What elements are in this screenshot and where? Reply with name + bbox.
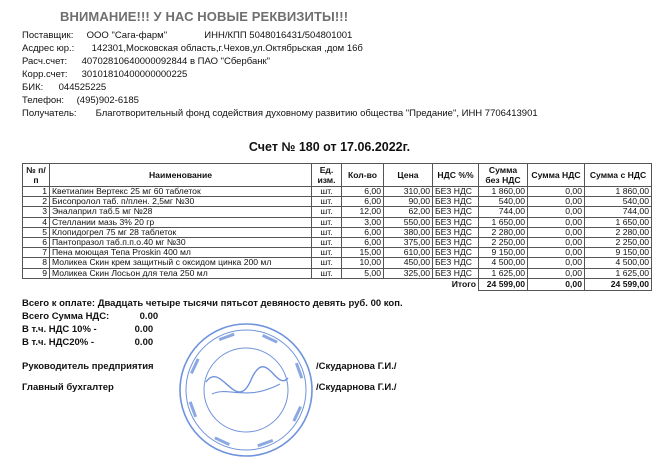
col-header: № п/п: [23, 164, 50, 187]
table-cell: БЕЗ НДС: [433, 248, 479, 258]
table-cell: БЕЗ НДС: [433, 187, 479, 197]
table-cell: 2: [23, 197, 50, 207]
table-cell: 7: [23, 248, 50, 258]
col-header: Сумма с НДС: [585, 164, 652, 187]
col-header: Сумма без НДС: [479, 164, 528, 187]
table-cell: шт.: [312, 238, 342, 248]
recipient-line: [22, 108, 538, 119]
table-row: [23, 187, 652, 197]
table-cell: 3: [23, 207, 50, 217]
table-cell: Клопидогрел 75 мг 28 таблеток: [50, 227, 312, 237]
table-cell: Пантопразол таб.п.п.о.40 мг №30: [50, 238, 312, 248]
table-cell: 0,00: [528, 227, 585, 237]
table-cell: БЕЗ НДС: [433, 238, 479, 248]
col-header: Наименование: [50, 164, 312, 187]
table-cell: 0,00: [528, 197, 585, 207]
corr-line: [22, 69, 187, 80]
total-vat: 0,00: [528, 278, 585, 290]
table-row: [23, 207, 652, 217]
table-row: [23, 258, 652, 268]
address-line: [22, 43, 363, 54]
table-cell: шт.: [312, 207, 342, 217]
table-cell: 610,00: [384, 248, 433, 258]
table-cell: БЕЗ НДС: [433, 227, 479, 237]
table-cell: 325,00: [384, 268, 433, 278]
table-cell: 450,00: [384, 258, 433, 268]
total-in-words: Всего к оплате: Двадцать четыре тысячи пятьсот девяносто девять руб. 00 коп.: [22, 298, 403, 309]
director-name: /Скударнова Г.И./: [316, 361, 397, 372]
total-label: Итого: [451, 279, 476, 290]
table-cell: 6,00: [342, 227, 384, 237]
corr-value: 30101810400000000225: [81, 69, 188, 80]
table-row: [23, 217, 652, 227]
table-cell: 1 860,00: [479, 187, 528, 197]
items-table: [22, 163, 652, 291]
vat20-line: [22, 337, 153, 348]
corr-label: Корр.счет:: [22, 69, 68, 80]
table-cell: 1 650,00: [479, 217, 528, 227]
table-cell: Моликеа Скин Лосьон для тела 250 мл: [50, 268, 312, 278]
col-header: Сумма НДС: [528, 164, 585, 187]
accountant-label: Главный бухгалтер: [22, 382, 114, 393]
table-cell: 0,00: [528, 268, 585, 278]
table-cell: шт.: [312, 248, 342, 258]
table-cell: Моликеа Скин крем защитный с оксидом цинка 200 мл: [50, 258, 312, 268]
table-cell: 62,00: [384, 207, 433, 217]
table-cell: БЕЗ НДС: [433, 268, 479, 278]
address-label: Асдрес юр.:: [22, 43, 75, 54]
table-cell: 1 860,00: [585, 187, 652, 197]
vat20-label: В т.ч. НДС20% -: [22, 337, 95, 348]
table-cell: 6,00: [342, 238, 384, 248]
table-cell: 0,00: [528, 258, 585, 268]
table-cell: 375,00: [384, 238, 433, 248]
table-cell: Пена моющая Тепа Proskin 400 мл: [50, 248, 312, 258]
table-cell: 0,00: [528, 187, 585, 197]
table-cell: 90,00: [384, 197, 433, 207]
table-cell: БЕЗ НДС: [433, 197, 479, 207]
phone-label: Телефон:: [22, 95, 65, 106]
table-cell: 9: [23, 268, 50, 278]
table-cell: 0,00: [528, 248, 585, 258]
table-cell: 1 625,00: [585, 268, 652, 278]
table-cell: 380,00: [384, 227, 433, 237]
table-cell: 2 250,00: [479, 238, 528, 248]
table-cell: 310,00: [384, 187, 433, 197]
notice-banner: ВНИМАНИЕ!!! У НАС НОВЫЕ РЕКВИЗИТЫ!!!: [60, 9, 349, 24]
table-cell: 8: [23, 258, 50, 268]
table-row: [23, 238, 652, 248]
table-cell: 12,00: [342, 207, 384, 217]
col-header: НДС %%: [433, 164, 479, 187]
table-cell: 540,00: [585, 197, 652, 207]
phone-value: (495)902-6185: [76, 95, 139, 106]
table-cell: Стеллании мазь 3% 20 гр: [50, 217, 312, 227]
table-cell: 2 250,00: [585, 238, 652, 248]
total-with-vat: 24 599,00: [585, 278, 652, 290]
table-row: [23, 227, 652, 237]
table-cell: 0,00: [528, 207, 585, 217]
account-value: 40702810640000092844 в ПАО "Сбербанк": [81, 56, 271, 67]
table-header-row: [23, 164, 652, 187]
table-row: [23, 248, 652, 258]
table-cell: шт.: [312, 258, 342, 268]
vat-sum-value: 0.00: [139, 311, 159, 322]
table-cell: 540,00: [479, 197, 528, 207]
table-cell: 1 625,00: [479, 268, 528, 278]
table-cell: 4 500,00: [585, 258, 652, 268]
invoice-title: Счет № 180 от 17.06.2022г.: [248, 140, 411, 154]
vat20-value: 0.00: [134, 337, 154, 348]
phone-line: [22, 95, 139, 106]
table-cell: 4: [23, 217, 50, 227]
bik-line: [22, 82, 106, 93]
total-without-vat: 24 599,00: [479, 278, 528, 290]
table-cell: Кветиапин Вертекс 25 мг 60 таблеток: [50, 187, 312, 197]
table-cell: 744,00: [585, 207, 652, 217]
table-cell: 3,00: [342, 217, 384, 227]
col-header: Цена: [384, 164, 433, 187]
table-cell: 9 150,00: [479, 248, 528, 258]
table-cell: Эналаприл таб.5 мг №28: [50, 207, 312, 217]
table-cell: 4 500,00: [479, 258, 528, 268]
col-header: Кол-во: [342, 164, 384, 187]
table-cell: шт.: [312, 227, 342, 237]
accountant-name: /Скударнова Г.И./: [316, 382, 397, 393]
table-cell: БЕЗ НДС: [433, 207, 479, 217]
table-cell: шт.: [312, 197, 342, 207]
table-cell: 5: [23, 227, 50, 237]
table-cell: 744,00: [479, 207, 528, 217]
vat10-label: В т.ч. НДС 10% -: [22, 324, 97, 335]
vat-sum-label: Всего Сумма НДС:: [22, 311, 110, 322]
table-cell: 6,00: [342, 197, 384, 207]
bik-label: БИК:: [22, 82, 44, 93]
director-label: Руководитель предприятия: [22, 361, 154, 372]
vat10-value: 0.00: [134, 324, 154, 335]
col-header: Ед. изм.: [312, 164, 342, 187]
organization-stamp-icon: [176, 320, 316, 460]
table-cell: Бисопролол таб. п/плен. 2,5мг №30: [50, 197, 312, 207]
table-cell: 550,00: [384, 217, 433, 227]
vat-sum-line: [22, 311, 158, 322]
table-cell: шт.: [312, 268, 342, 278]
table-cell: 6: [23, 238, 50, 248]
recipient-value: Благотворительный фонд содействия духовному развитию общества "Предание", ИНН 7706413901: [95, 108, 538, 119]
table-cell: 6,00: [342, 187, 384, 197]
table-cell: 2 280,00: [479, 227, 528, 237]
table-row: [23, 268, 652, 278]
address-value: 142301,Московская область,г.Чехов,ул.Октябрьская ,дом 16б: [91, 43, 363, 54]
vat10-line: [22, 324, 153, 335]
inn-kpp: ИНН/КПП 5048016431/504801001: [204, 30, 353, 41]
table-cell: шт.: [312, 217, 342, 227]
table-cell: БЕЗ НДС: [433, 217, 479, 227]
table-cell: 9 150,00: [585, 248, 652, 258]
table-cell: 0,00: [528, 217, 585, 227]
total-row: [23, 278, 652, 290]
supplier-line: [22, 30, 352, 41]
table-cell: 15,00: [342, 248, 384, 258]
table-cell: шт.: [312, 187, 342, 197]
table-cell: БЕЗ НДС: [433, 258, 479, 268]
table-cell: 1 650,00: [585, 217, 652, 227]
table-row: [23, 197, 652, 207]
recipient-label: Получатель:: [22, 108, 77, 119]
bik-value: 044525225: [58, 82, 107, 93]
table-cell: 0,00: [528, 238, 585, 248]
supplier-value: ООО "Сага-фарм": [86, 30, 168, 41]
table-cell: 10,00: [342, 258, 384, 268]
table-cell: 1: [23, 187, 50, 197]
table-cell: 5,00: [342, 268, 384, 278]
table-cell: 2 280,00: [585, 227, 652, 237]
account-line: [22, 56, 270, 67]
supplier-label: Поставщик:: [22, 30, 74, 41]
account-label: Расч.счет:: [22, 56, 68, 67]
